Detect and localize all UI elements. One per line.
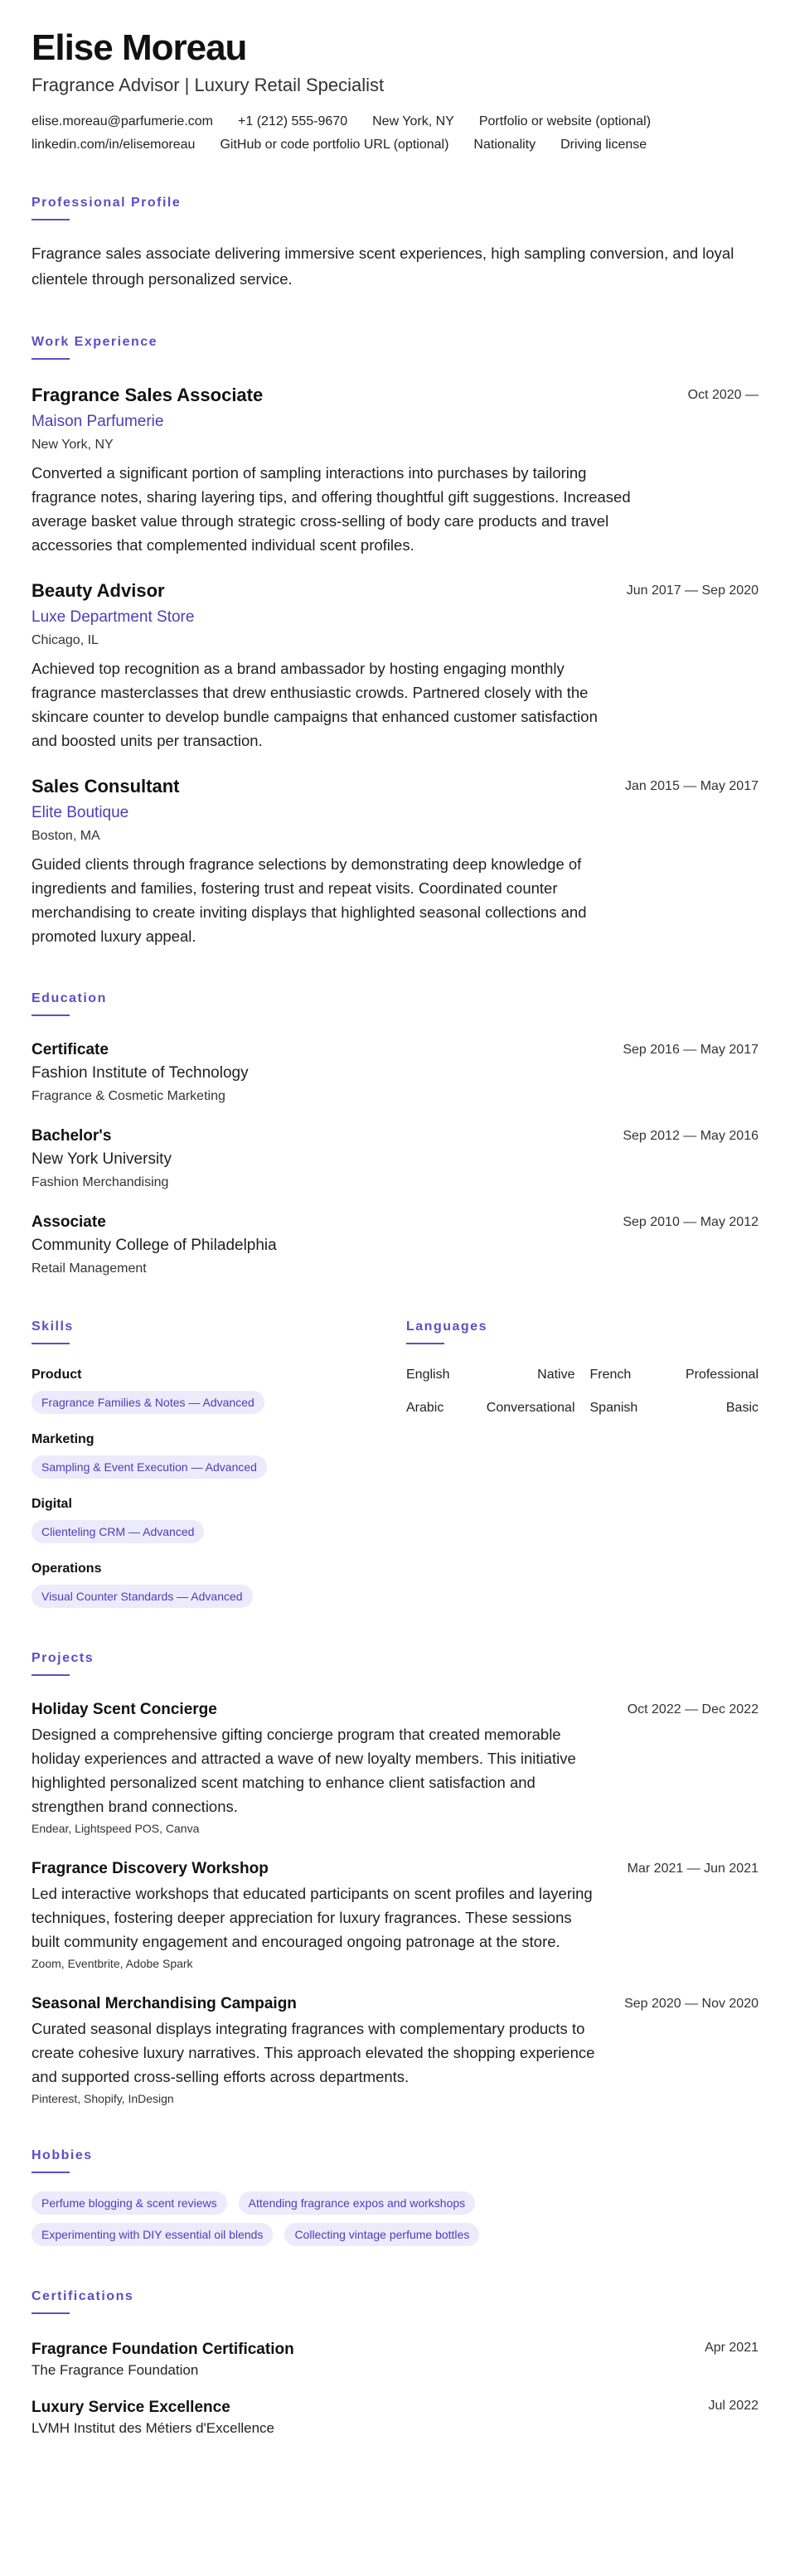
skills-languages-row bbox=[32, 1319, 758, 1608]
section-divider bbox=[32, 219, 70, 220]
section-divider bbox=[32, 358, 70, 360]
contact-portfolio[interactable]: Portfolio or website (optional) bbox=[478, 114, 652, 129]
languages-section bbox=[406, 1319, 758, 1608]
language-level: Professional bbox=[685, 1368, 758, 1382]
skill-chip: Sampling & Event Execution — Advanced bbox=[32, 1455, 267, 1479]
job-location: New York, NY bbox=[32, 438, 114, 453]
job-location: Boston, MA bbox=[32, 829, 100, 844]
profile-summary: Fragrance sales associate delivering immersive scent experiences, high sampling conversion, and loyal clientele through personalized service. bbox=[32, 245, 734, 288]
hobby-chip: Experimenting with DIY essential oil blends bbox=[32, 2223, 273, 2246]
education-entry bbox=[32, 1041, 758, 1104]
language-item bbox=[406, 1401, 575, 1416]
language-name: French bbox=[589, 1368, 632, 1382]
project-description: Curated seasonal displays integrating fragrances with complementary products to create cohesive luxury narratives. This approach elevated the shopping experience and supported cross-selling efforts across departments. bbox=[32, 2020, 595, 2086]
certification-entry bbox=[32, 2399, 758, 2437]
language-item bbox=[590, 1401, 759, 1416]
section-heading: Hobbies bbox=[32, 2148, 93, 2163]
education-field: Fragrance & Cosmetic Marketing bbox=[32, 1089, 225, 1104]
hobby-chip: Collecting vintage perfume bottles bbox=[284, 2223, 479, 2246]
education-entry bbox=[32, 1213, 758, 1276]
section-heading: Languages bbox=[406, 1319, 487, 1334]
contact-driving-license: Driving license bbox=[560, 138, 647, 153]
section-heading: Skills bbox=[32, 1319, 74, 1334]
skill-category: Product bbox=[32, 1368, 82, 1382]
project-title: Seasonal Merchandising Campaign bbox=[32, 1995, 297, 2013]
job-date: Jan 2015 — May 2017 bbox=[625, 779, 758, 794]
projects-section bbox=[32, 1651, 758, 2105]
contact-email[interactable]: elise.moreau@parfumerie.com bbox=[32, 114, 213, 129]
certification-issuer: LVMH Institut des Métiers d'Excellence bbox=[32, 2420, 274, 2437]
contact-linkedin[interactable]: linkedin.com/in/elisemoreau bbox=[32, 138, 196, 153]
project-date: Sep 2020 — Nov 2020 bbox=[624, 1997, 758, 2012]
certification-name: Luxury Service Excellence bbox=[32, 2399, 230, 2417]
education-degree: Bachelor's bbox=[32, 1127, 112, 1145]
section-divider bbox=[32, 1343, 70, 1344]
skill-category: Digital bbox=[32, 1497, 72, 1512]
skill-chip: Visual Counter Standards — Advanced bbox=[32, 1585, 253, 1608]
education-field: Fashion Merchandising bbox=[32, 1175, 169, 1190]
language-name: Spanish bbox=[589, 1401, 638, 1416]
experience-section bbox=[32, 335, 758, 948]
project-title: Fragrance Discovery Workshop bbox=[32, 1860, 269, 1878]
project-title: Holiday Scent Concierge bbox=[32, 1701, 217, 1719]
candidate-name: Elise Moreau bbox=[32, 27, 247, 68]
resume-header bbox=[32, 28, 758, 153]
job-entry bbox=[32, 776, 758, 948]
job-entry bbox=[32, 385, 758, 557]
project-entry bbox=[32, 1860, 758, 1970]
skill-group bbox=[32, 1562, 406, 1608]
section-heading: Certifications bbox=[32, 2289, 134, 2304]
project-tools: Pinterest, Shopify, InDesign bbox=[32, 2092, 174, 2106]
certification-date: Jul 2022 bbox=[708, 2399, 758, 2414]
skills-section bbox=[32, 1319, 406, 1608]
job-title: Beauty Advisor bbox=[32, 580, 165, 602]
project-entry bbox=[32, 1701, 758, 1835]
hobby-chip: Attending fragrance expos and workshops bbox=[239, 2191, 476, 2215]
skill-group bbox=[32, 1497, 406, 1543]
language-name: English bbox=[406, 1368, 450, 1382]
language-level: Conversational bbox=[486, 1401, 575, 1416]
project-description: Designed a comprehensive gifting concierge program that created memorable holiday experiences and attracted a wave of new loyalty members. This initiative highlighted personalized scent matching to enhance client satisfaction and strengthen brand connections. bbox=[32, 1726, 576, 1816]
education-date: Sep 2016 — May 2017 bbox=[623, 1043, 758, 1058]
job-company: Elite Boutique bbox=[32, 804, 129, 822]
hobby-chip: Perfume blogging & scent reviews bbox=[32, 2191, 227, 2215]
education-date: Sep 2012 — May 2016 bbox=[623, 1129, 758, 1144]
project-entry bbox=[32, 1995, 758, 2105]
section-divider bbox=[32, 1674, 70, 1676]
section-heading: Projects bbox=[32, 1651, 95, 1666]
hobbies-section bbox=[32, 2148, 758, 2246]
education-school: Community College of Philadelphia bbox=[32, 1237, 277, 1255]
skill-category: Marketing bbox=[32, 1432, 95, 1447]
language-level: Native bbox=[537, 1368, 575, 1382]
certification-name: Fragrance Foundation Certification bbox=[32, 2341, 294, 2359]
job-date: Jun 2017 — Sep 2020 bbox=[626, 583, 758, 598]
certification-issuer: The Fragrance Foundation bbox=[32, 2362, 199, 2379]
section-divider bbox=[406, 1343, 444, 1344]
section-divider bbox=[32, 1014, 70, 1016]
project-date: Mar 2021 — Jun 2021 bbox=[627, 1862, 758, 1876]
contact-list bbox=[32, 114, 758, 153]
section-divider bbox=[32, 2312, 70, 2314]
job-description: Achieved top recognition as a brand ambassador by hosting engaging monthly fragrance masterclasses that drew enthusiastic crowds. Partnered closely with the skincare counter to develop bundle campaigns that enhanced customer satisfaction and boosted units per transaction. bbox=[32, 660, 598, 750]
job-company: Luxe Department Store bbox=[32, 608, 195, 627]
education-school: Fashion Institute of Technology bbox=[32, 1064, 249, 1082]
project-tools: Endear, Lightspeed POS, Canva bbox=[32, 1822, 200, 1836]
skill-chip: Fragrance Families & Notes — Advanced bbox=[32, 1391, 264, 1414]
job-entry bbox=[32, 580, 758, 753]
job-description: Guided clients through fragrance selections by demonstrating deep knowledge of ingredients and families, fostering trust and repeat visits. Coordinated counter merchandising to create inviting displays that highlighted seasonal collections and promoted luxury appeal. bbox=[32, 855, 587, 946]
certifications-section bbox=[32, 2289, 758, 2437]
section-heading: Professional Profile bbox=[32, 196, 182, 211]
skill-group bbox=[32, 1368, 406, 1414]
language-level: Basic bbox=[725, 1401, 758, 1416]
project-date: Oct 2022 — Dec 2022 bbox=[627, 1702, 758, 1717]
language-item bbox=[406, 1368, 575, 1382]
skill-chip: Clienteling CRM — Advanced bbox=[32, 1520, 204, 1543]
education-field: Retail Management bbox=[32, 1261, 147, 1276]
job-title: Sales Consultant bbox=[32, 776, 180, 797]
profile-section bbox=[32, 196, 758, 292]
education-section bbox=[32, 991, 758, 1276]
section-heading: Education bbox=[32, 991, 107, 1006]
candidate-title: Fragrance Advisor | Luxury Retail Specialist bbox=[32, 75, 385, 96]
language-name: Arabic bbox=[406, 1401, 444, 1416]
section-heading: Work Experience bbox=[32, 335, 158, 350]
education-degree: Associate bbox=[32, 1213, 106, 1232]
education-date: Sep 2010 — May 2012 bbox=[623, 1215, 758, 1230]
language-item bbox=[590, 1368, 759, 1382]
job-description: Converted a significant portion of sampling interactions into purchases by tailoring fragrance notes, sharing layering tips, and offering thoughtful gift suggestions. Increased average basket value through strategic cross-selling of body care products and travel accessories that complemented individual scent profiles. bbox=[32, 464, 631, 554]
skill-group bbox=[32, 1432, 406, 1479]
certification-entry bbox=[32, 2341, 758, 2379]
hobby-list bbox=[32, 2191, 545, 2246]
project-description: Led interactive workshops that educated participants on scent profiles and layering techniques, fostering deeper appreciation for luxury fragrances. These sessions built community engagement and encouraged ongoing patronage at the store. bbox=[32, 1885, 593, 1951]
contact-location: New York, NY bbox=[372, 114, 454, 129]
education-degree: Certificate bbox=[32, 1041, 109, 1059]
job-location: Chicago, IL bbox=[32, 633, 99, 648]
education-school: New York University bbox=[32, 1150, 172, 1169]
certification-date: Apr 2021 bbox=[705, 2341, 758, 2356]
skill-category: Operations bbox=[32, 1562, 102, 1576]
education-entry bbox=[32, 1127, 758, 1190]
job-title: Fragrance Sales Associate bbox=[32, 385, 264, 406]
job-date: Oct 2020 — bbox=[687, 388, 758, 403]
contact-nationality: Nationality bbox=[473, 138, 536, 153]
project-tools: Zoom, Eventbrite, Adobe Spark bbox=[32, 1957, 193, 1971]
section-divider bbox=[32, 2172, 70, 2173]
job-company: Maison Parfumerie bbox=[32, 413, 164, 431]
contact-phone[interactable]: +1 (212) 555-9670 bbox=[238, 114, 348, 129]
contact-github[interactable]: GitHub or code portfolio URL (optional) bbox=[220, 138, 449, 153]
